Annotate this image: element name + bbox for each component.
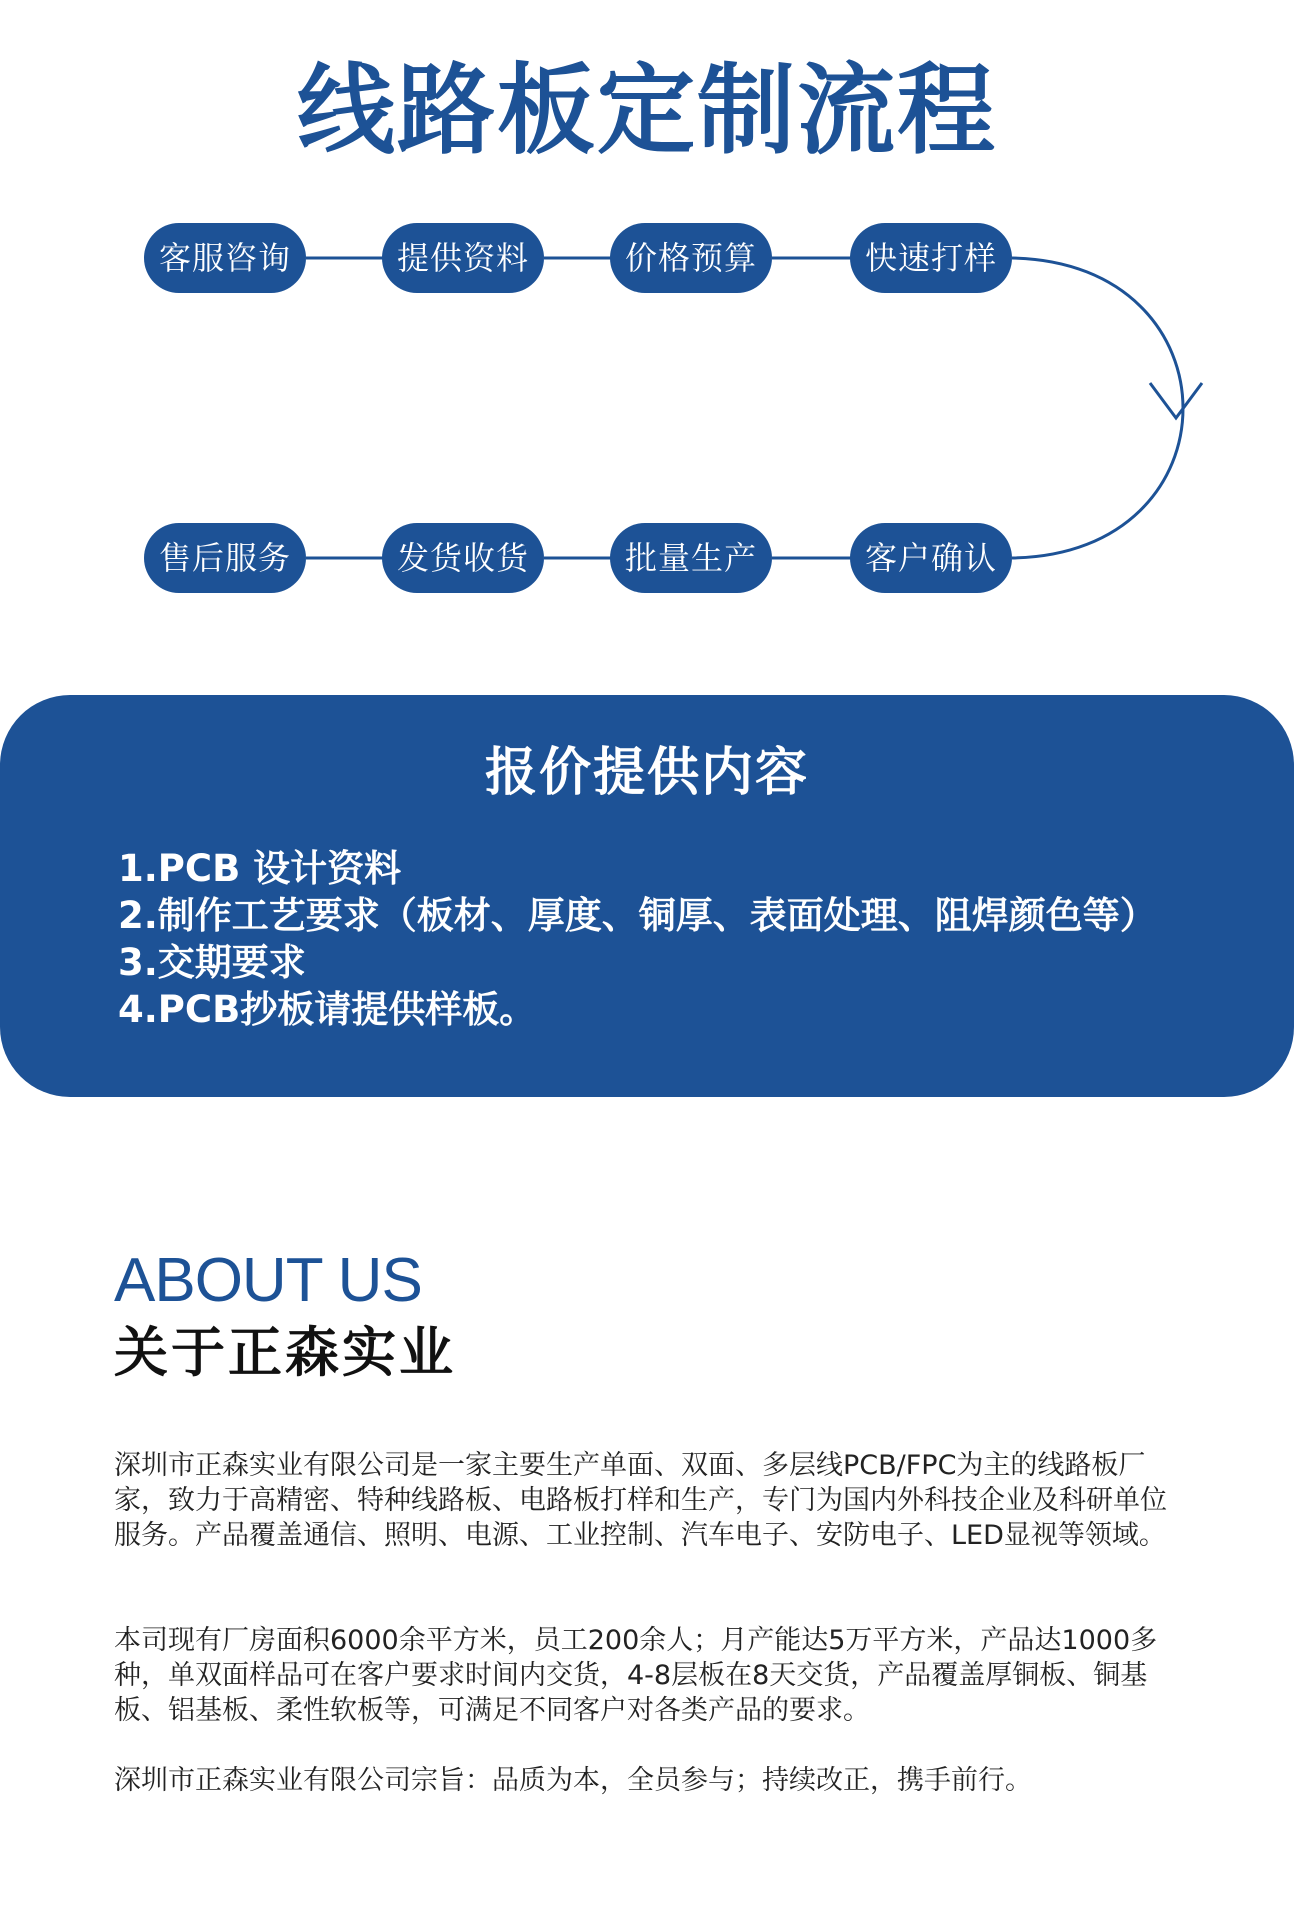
page-title: 线路板定制流程 [296, 54, 997, 168]
flow-step-consult: 客服咨询 [144, 223, 306, 293]
about-heading-en: ABOUT US [114, 1246, 422, 1315]
quote-panel [0, 695, 1294, 1097]
about-heading-cn: 关于正森实业 [114, 1321, 456, 1384]
flow-step-provide-docs: 提供资料 [382, 223, 544, 293]
flow-step-mass-production: 批量生产 [610, 523, 772, 593]
flow-step-confirm: 客户确认 [850, 523, 1012, 593]
return-curve [1012, 258, 1183, 558]
flow-step-budget: 价格预算 [610, 223, 772, 293]
about-paragraph-intro: 深圳市正森实业有限公司是一家主要生产单面、双面、多层线PCB/FPC为主的线路板厂家，致力于高精密、特种线路板、电路板打样和生产，专门为国内外科技企业及科研单位服务。产品覆盖通信、照明、电源、工业控制、汽车电子、安防电子、LED显视等领域。 [114, 1450, 1167, 1551]
arrow-down-icon [1150, 383, 1202, 418]
quote-item: 2.制作工艺要求（板材、厚度、铜厚、表面处理、阻焊颜色等） [118, 894, 1157, 937]
quote-item: 1.PCB 设计资料 [118, 847, 402, 890]
quote-list [118, 845, 1157, 1033]
about-paragraph-mission: 深圳市正森实业有限公司宗旨：品质为本，全员参与；持续改正，携手前行。 [114, 1765, 1032, 1796]
about-paragraph-capacity: 本司现有厂房面积6000余平方米，员工200余人；月产能达5万平方米，产品达1000多种，单双面样品可在客户要求时间内交货，4-8层板在8天交货，产品覆盖厚铜板、铜基板、铝基板、柔性软板等，可满足不同客户对各类产品的要求。 [114, 1625, 1158, 1726]
flow-step-prototype: 快速打样 [850, 223, 1012, 293]
flow-step-shipping: 发货收货 [382, 523, 544, 593]
flow-step-after-sales: 售后服务 [144, 523, 306, 593]
quote-title: 报价提供内容 [484, 743, 809, 803]
quote-item: 3.交期要求 [118, 941, 306, 984]
quote-item: 4.PCB抄板请提供样板。 [118, 988, 537, 1031]
